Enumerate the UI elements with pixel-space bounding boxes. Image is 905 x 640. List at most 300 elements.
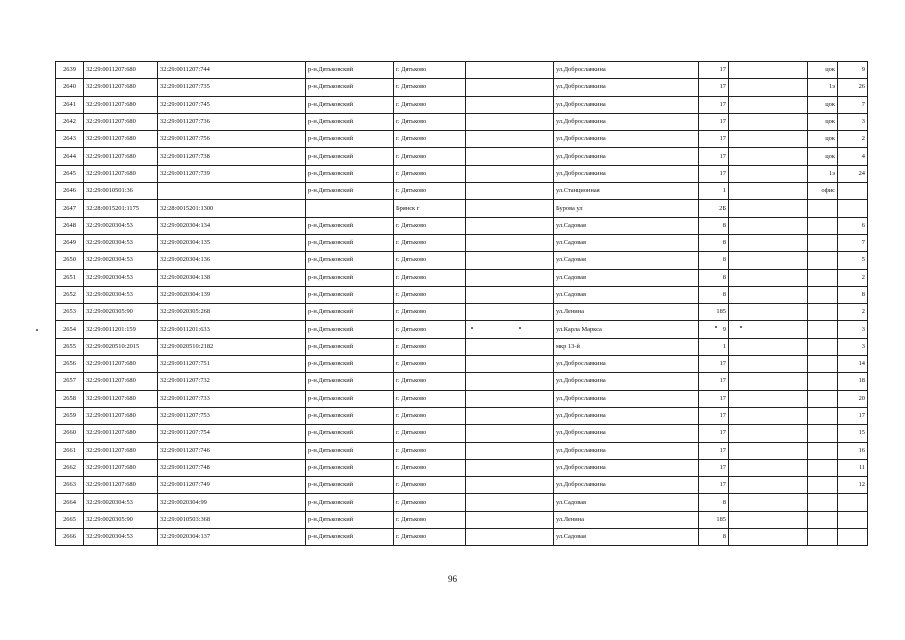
cell-cadastral-parent: 32:29:0011207:680: [84, 131, 158, 148]
cell-premises-type: цок: [808, 148, 838, 165]
cell-cadastral-number: 32:29:0010503:368: [158, 511, 306, 528]
cell-room-number: 24: [838, 165, 868, 182]
cell-room-number: 8: [838, 286, 868, 303]
cell-cadastral-parent: 32:29:0011207:680: [84, 425, 158, 442]
cell-building: [729, 165, 808, 182]
cell-row-number: 2646: [56, 183, 84, 200]
cell-district: р-н.Дятьковский: [306, 165, 394, 182]
cell-street: ул.Доброславкина: [554, 425, 699, 442]
registry-table-page: [55, 61, 867, 546]
cell-cadastral-number: 32:29:0011207:745: [158, 96, 306, 113]
cell-city: г. Дятьково: [394, 269, 466, 286]
cell-cadastral-number: 32:29:0011207:736: [158, 113, 306, 130]
cell-room-number: 2: [838, 131, 868, 148]
cell-row-number: 2658: [56, 390, 84, 407]
cell-cadastral-parent: 32:29:0020304:53: [84, 494, 158, 511]
cell-cadastral-number: 32:29:0020304:136: [158, 252, 306, 269]
cell-premises-type: [808, 477, 838, 494]
table-row: [56, 459, 868, 476]
cell-house-number: 17: [699, 459, 729, 476]
cell-locality: [466, 131, 554, 148]
cell-premises-type: [808, 442, 838, 459]
cell-building: [729, 234, 808, 251]
cell-locality: [466, 511, 554, 528]
cell-room-number: 20: [838, 390, 868, 407]
table-row: [56, 148, 868, 165]
cell-cadastral-number: 32:29:0011207:756: [158, 131, 306, 148]
cell-cadastral-number: 32:29:0011207:735: [158, 79, 306, 96]
cell-building: [729, 62, 808, 79]
table-row: [56, 183, 868, 200]
cell-street: ул.Садовая: [554, 269, 699, 286]
cell-street: ул.Доброславкина: [554, 373, 699, 390]
cell-house-number: 8: [699, 286, 729, 303]
cell-city: г. Дятьково: [394, 477, 466, 494]
cell-district: р-н.Дятьковский: [306, 113, 394, 130]
cell-cadastral-number: 32:29:0020304:138: [158, 269, 306, 286]
cell-street: ул.Карла Маркса: [554, 321, 699, 338]
cell-locality: [466, 494, 554, 511]
cell-room-number: 15: [838, 425, 868, 442]
scan-speck: [471, 327, 473, 329]
cell-room-number: 3: [838, 321, 868, 338]
cell-premises-type: [808, 459, 838, 476]
cell-city: г. Дятьково: [394, 390, 466, 407]
cell-city: г. Дятьково: [394, 165, 466, 182]
cell-district: р-н.Дятьковский: [306, 442, 394, 459]
cell-street: ул.Садовая: [554, 217, 699, 234]
cell-cadastral-parent: 32:29:0020304:53: [84, 234, 158, 251]
cell-street: ул.Садовая: [554, 494, 699, 511]
cell-building: [729, 321, 808, 338]
cell-building: [729, 338, 808, 355]
scan-speck: [715, 326, 717, 328]
cell-city: г. Дятьково: [394, 252, 466, 269]
cell-row-number: 2660: [56, 425, 84, 442]
cell-row-number: 2647: [56, 200, 84, 217]
cell-building: [729, 390, 808, 407]
cell-district: р-н.Дятьковский: [306, 373, 394, 390]
cell-row-number: 2659: [56, 407, 84, 424]
cell-district: р-н.Дятьковский: [306, 356, 394, 373]
cell-cadastral-number: 32:29:0011207:746: [158, 442, 306, 459]
cell-city: г. Дятьково: [394, 113, 466, 130]
cell-building: [729, 442, 808, 459]
cell-city: г. Дятьково: [394, 183, 466, 200]
cell-locality: [466, 321, 554, 338]
table-row: [56, 269, 868, 286]
cell-street: ул.Доброславкина: [554, 131, 699, 148]
cell-house-number: 17: [699, 79, 729, 96]
cell-premises-type: [808, 252, 838, 269]
cell-cadastral-parent: 32:29:0011207:680: [84, 442, 158, 459]
cell-cadastral-number: 32:28:0015201:1300: [158, 200, 306, 217]
cell-room-number: 7: [838, 96, 868, 113]
cell-cadastral-parent: 32:29:0020305:90: [84, 304, 158, 321]
cell-locality: [466, 183, 554, 200]
cell-street: ул.Доброславкина: [554, 356, 699, 373]
cell-district: р-н.Дятьковский: [306, 79, 394, 96]
cell-district: р-н.Дятьковский: [306, 529, 394, 546]
cell-room-number: 3: [838, 338, 868, 355]
cell-locality: [466, 407, 554, 424]
cell-room-number: 2: [838, 304, 868, 321]
cell-house-number: 2Б: [699, 200, 729, 217]
cell-cadastral-parent: 32:29:0011207:680: [84, 79, 158, 96]
cell-cadastral-parent: 32:29:0020304:53: [84, 252, 158, 269]
cell-locality: [466, 286, 554, 303]
cell-district: р-н.Дятьковский: [306, 321, 394, 338]
cell-room-number: 9: [838, 62, 868, 79]
cell-premises-type: [808, 304, 838, 321]
table-row: [56, 338, 868, 355]
cell-building: [729, 200, 808, 217]
registry-table: [55, 61, 868, 546]
cell-cadastral-parent: 32:29:0020510:2015: [84, 338, 158, 355]
cell-row-number: 2649: [56, 234, 84, 251]
cell-row-number: 2662: [56, 459, 84, 476]
cell-premises-type: [808, 286, 838, 303]
cell-cadastral-parent: 32:29:0011207:680: [84, 165, 158, 182]
cell-row-number: 2651: [56, 269, 84, 286]
cell-room-number: 2: [838, 269, 868, 286]
cell-cadastral-number: 32:29:0020304:135: [158, 234, 306, 251]
table-row: [56, 217, 868, 234]
cell-building: [729, 183, 808, 200]
cell-street: ул.Доброславкина: [554, 96, 699, 113]
cell-street: ул.Доброславкина: [554, 459, 699, 476]
cell-house-number: 17: [699, 113, 729, 130]
cell-city: г. Дятьково: [394, 148, 466, 165]
cell-locality: [466, 148, 554, 165]
cell-city: г. Дятьково: [394, 321, 466, 338]
cell-city: г. Дятьково: [394, 96, 466, 113]
cell-cadastral-number: 32:29:0011207:744: [158, 62, 306, 79]
cell-cadastral-parent: 32:29:0020304:53: [84, 217, 158, 234]
cell-locality: [466, 373, 554, 390]
cell-city: г. Дятьково: [394, 425, 466, 442]
cell-city: г. Дятьково: [394, 529, 466, 546]
cell-cadastral-parent: 32:29:0011207:680: [84, 390, 158, 407]
cell-room-number: 14: [838, 356, 868, 373]
cell-house-number: 1: [699, 338, 729, 355]
cell-row-number: 2645: [56, 165, 84, 182]
cell-cadastral-number: 32:29:0011207:749: [158, 477, 306, 494]
cell-premises-type: [808, 529, 838, 546]
table-row: [56, 356, 868, 373]
cell-premises-type: [808, 269, 838, 286]
table-row: [56, 494, 868, 511]
cell-street: ул.Доброславкина: [554, 62, 699, 79]
cell-building: [729, 96, 808, 113]
table-row: [56, 113, 868, 130]
cell-row-number: 2643: [56, 131, 84, 148]
cell-room-number: 18: [838, 373, 868, 390]
scan-speck: [36, 329, 38, 331]
cell-city: г. Дятьково: [394, 494, 466, 511]
cell-cadastral-parent: 32:28:0015201:1175: [84, 200, 158, 217]
table-row: [56, 477, 868, 494]
cell-district: р-н.Дятьковский: [306, 148, 394, 165]
cell-city: Брянск г: [394, 200, 466, 217]
cell-district: р-н.Дятьковский: [306, 304, 394, 321]
cell-city: г. Дятьково: [394, 373, 466, 390]
cell-premises-type: [808, 338, 838, 355]
table-row: [56, 286, 868, 303]
cell-city: г. Дятьково: [394, 304, 466, 321]
cell-cadastral-parent: 32:29:0011207:680: [84, 148, 158, 165]
cell-locality: [466, 390, 554, 407]
cell-row-number: 2642: [56, 113, 84, 130]
cell-premises-type: [808, 321, 838, 338]
cell-house-number: 8: [699, 494, 729, 511]
table-row: [56, 373, 868, 390]
cell-cadastral-number: 32:29:0011207:748: [158, 459, 306, 476]
cell-premises-type: цок: [808, 113, 838, 130]
cell-street: ул.Доброславкина: [554, 165, 699, 182]
cell-locality: [466, 356, 554, 373]
cell-locality: [466, 252, 554, 269]
scan-speck: [740, 326, 742, 328]
cell-room-number: [838, 529, 868, 546]
cell-house-number: 8: [699, 234, 729, 251]
cell-house-number: 17: [699, 148, 729, 165]
cell-row-number: 2663: [56, 477, 84, 494]
cell-district: р-н.Дятьковский: [306, 407, 394, 424]
cell-room-number: [838, 494, 868, 511]
cell-house-number: 8: [699, 269, 729, 286]
cell-district: р-н.Дятьковский: [306, 494, 394, 511]
cell-street: мкр 13-й: [554, 338, 699, 355]
cell-street: ул.Ленина: [554, 511, 699, 528]
cell-house-number: 17: [699, 165, 729, 182]
cell-cadastral-number: 32:29:0011207:732: [158, 373, 306, 390]
cell-city: г. Дятьково: [394, 338, 466, 355]
cell-district: р-н.Дятьковский: [306, 62, 394, 79]
cell-row-number: 2639: [56, 62, 84, 79]
cell-cadastral-parent: 32:29:0020304:53: [84, 286, 158, 303]
cell-premises-type: 1э: [808, 79, 838, 96]
cell-city: г. Дятьково: [394, 442, 466, 459]
cell-street: ул.Доброславкина: [554, 407, 699, 424]
cell-building: [729, 131, 808, 148]
cell-building: [729, 511, 808, 528]
cell-building: [729, 113, 808, 130]
cell-room-number: [838, 511, 868, 528]
cell-row-number: 2648: [56, 217, 84, 234]
cell-locality: [466, 234, 554, 251]
cell-cadastral-parent: 32:29:0011201:159: [84, 321, 158, 338]
cell-premises-type: [808, 494, 838, 511]
cell-district: р-н.Дятьковский: [306, 252, 394, 269]
cell-locality: [466, 477, 554, 494]
cell-row-number: 2641: [56, 96, 84, 113]
cell-house-number: 8: [699, 529, 729, 546]
cell-row-number: 2653: [56, 304, 84, 321]
cell-cadastral-parent: 32:29:0011207:680: [84, 477, 158, 494]
cell-room-number: 26: [838, 79, 868, 96]
cell-street: ул.Садовая: [554, 529, 699, 546]
cell-building: [729, 79, 808, 96]
cell-cadastral-parent: 32:29:0020304:53: [84, 269, 158, 286]
cell-city: г. Дятьково: [394, 459, 466, 476]
cell-cadastral-number: 32:29:0020304:137: [158, 529, 306, 546]
cell-row-number: 2666: [56, 529, 84, 546]
cell-premises-type: офис: [808, 183, 838, 200]
cell-cadastral-parent: 32:29:0011207:680: [84, 96, 158, 113]
cell-room-number: 3: [838, 113, 868, 130]
cell-premises-type: [808, 373, 838, 390]
cell-room-number: 11: [838, 459, 868, 476]
cell-row-number: 2665: [56, 511, 84, 528]
cell-house-number: 1: [699, 183, 729, 200]
cell-premises-type: [808, 217, 838, 234]
cell-district: р-н.Дятьковский: [306, 286, 394, 303]
cell-district: [306, 200, 394, 217]
cell-room-number: 7: [838, 234, 868, 251]
cell-district: р-н.Дятьковский: [306, 425, 394, 442]
cell-building: [729, 304, 808, 321]
cell-building: [729, 425, 808, 442]
cell-premises-type: [808, 407, 838, 424]
table-row: [56, 79, 868, 96]
cell-row-number: 2652: [56, 286, 84, 303]
table-row: [56, 390, 868, 407]
cell-room-number: [838, 183, 868, 200]
cell-cadastral-parent: 32:29:0011207:680: [84, 373, 158, 390]
cell-cadastral-number: 32:29:0011207:738: [158, 148, 306, 165]
cell-district: р-н.Дятьковский: [306, 131, 394, 148]
table-row: [56, 442, 868, 459]
cell-room-number: 5: [838, 252, 868, 269]
cell-locality: [466, 304, 554, 321]
cell-building: [729, 217, 808, 234]
cell-cadastral-parent: 32:29:0011207:680: [84, 62, 158, 79]
cell-house-number: 17: [699, 373, 729, 390]
cell-street: ул.Доброславкина: [554, 79, 699, 96]
cell-district: р-н.Дятьковский: [306, 217, 394, 234]
table-row: [56, 62, 868, 79]
cell-street: ул.Ленина: [554, 304, 699, 321]
cell-premises-type: цок: [808, 62, 838, 79]
cell-cadastral-number: 32:29:0011207:751: [158, 356, 306, 373]
cell-locality: [466, 62, 554, 79]
cell-room-number: 16: [838, 442, 868, 459]
cell-locality: [466, 165, 554, 182]
cell-district: р-н.Дятьковский: [306, 96, 394, 113]
cell-building: [729, 407, 808, 424]
cell-building: [729, 459, 808, 476]
cell-street: ул.Станционная: [554, 183, 699, 200]
cell-house-number: 17: [699, 477, 729, 494]
cell-row-number: 2657: [56, 373, 84, 390]
table-row: [56, 252, 868, 269]
cell-house-number: 8: [699, 217, 729, 234]
cell-room-number: [838, 200, 868, 217]
cell-row-number: 2650: [56, 252, 84, 269]
cell-cadastral-number: 32:29:0020510:2182: [158, 338, 306, 355]
cell-building: [729, 252, 808, 269]
cell-premises-type: [808, 234, 838, 251]
table-row: [56, 511, 868, 528]
cell-locality: [466, 200, 554, 217]
scan-speck: [519, 327, 521, 329]
cell-city: г. Дятьково: [394, 234, 466, 251]
cell-district: р-н.Дятьковский: [306, 338, 394, 355]
cell-cadastral-parent: 32:29:0011207:680: [84, 459, 158, 476]
table-row: [56, 529, 868, 546]
cell-house-number: 185: [699, 304, 729, 321]
cell-premises-type: цок: [808, 96, 838, 113]
cell-cadastral-number: [158, 183, 306, 200]
cell-street: ул.Садовая: [554, 234, 699, 251]
table-row: [56, 96, 868, 113]
cell-city: г. Дятьково: [394, 407, 466, 424]
cell-cadastral-number: 32:29:0011207:733: [158, 390, 306, 407]
cell-street: ул.Садовая: [554, 286, 699, 303]
cell-city: г. Дятьково: [394, 511, 466, 528]
cell-locality: [466, 217, 554, 234]
cell-street: ул.Доброславкина: [554, 442, 699, 459]
cell-street: ул.Доброславкина: [554, 148, 699, 165]
cell-house-number: 9: [699, 321, 729, 338]
cell-cadastral-number: 32:29:0011207:754: [158, 425, 306, 442]
cell-district: р-н.Дятьковский: [306, 269, 394, 286]
cell-house-number: 17: [699, 96, 729, 113]
cell-cadastral-number: 32:29:0011207:739: [158, 165, 306, 182]
cell-premises-type: [808, 425, 838, 442]
cell-row-number: 2644: [56, 148, 84, 165]
cell-locality: [466, 459, 554, 476]
cell-cadastral-number: 32:29:0011201:633: [158, 321, 306, 338]
cell-locality: [466, 269, 554, 286]
cell-locality: [466, 529, 554, 546]
cell-street: ул.Садовая: [554, 252, 699, 269]
cell-premises-type: [808, 390, 838, 407]
cell-cadastral-parent: 32:29:0020305:90: [84, 511, 158, 528]
cell-cadastral-number: 32:29:0020304:99: [158, 494, 306, 511]
cell-street: ул.Доброславкина: [554, 113, 699, 130]
cell-building: [729, 356, 808, 373]
page-number: 96: [448, 574, 457, 584]
cell-locality: [466, 113, 554, 130]
cell-room-number: 4: [838, 148, 868, 165]
cell-building: [729, 148, 808, 165]
cell-district: р-н.Дятьковский: [306, 477, 394, 494]
cell-row-number: 2640: [56, 79, 84, 96]
cell-house-number: 17: [699, 425, 729, 442]
table-row: [56, 321, 868, 338]
cell-premises-type: цок: [808, 131, 838, 148]
table-row: [56, 407, 868, 424]
cell-building: [729, 373, 808, 390]
cell-district: р-н.Дятьковский: [306, 459, 394, 476]
table-row: [56, 304, 868, 321]
cell-cadastral-number: 32:29:0020304:139: [158, 286, 306, 303]
cell-building: [729, 529, 808, 546]
table-body: [56, 62, 868, 546]
cell-house-number: 17: [699, 407, 729, 424]
cell-house-number: 8: [699, 252, 729, 269]
cell-street: ул.Доброславкина: [554, 390, 699, 407]
cell-cadastral-parent: 32:29:0011207:680: [84, 113, 158, 130]
cell-city: г. Дятьково: [394, 79, 466, 96]
cell-locality: [466, 96, 554, 113]
cell-house-number: 17: [699, 62, 729, 79]
cell-row-number: 2654: [56, 321, 84, 338]
cell-building: [729, 477, 808, 494]
cell-locality: [466, 79, 554, 96]
